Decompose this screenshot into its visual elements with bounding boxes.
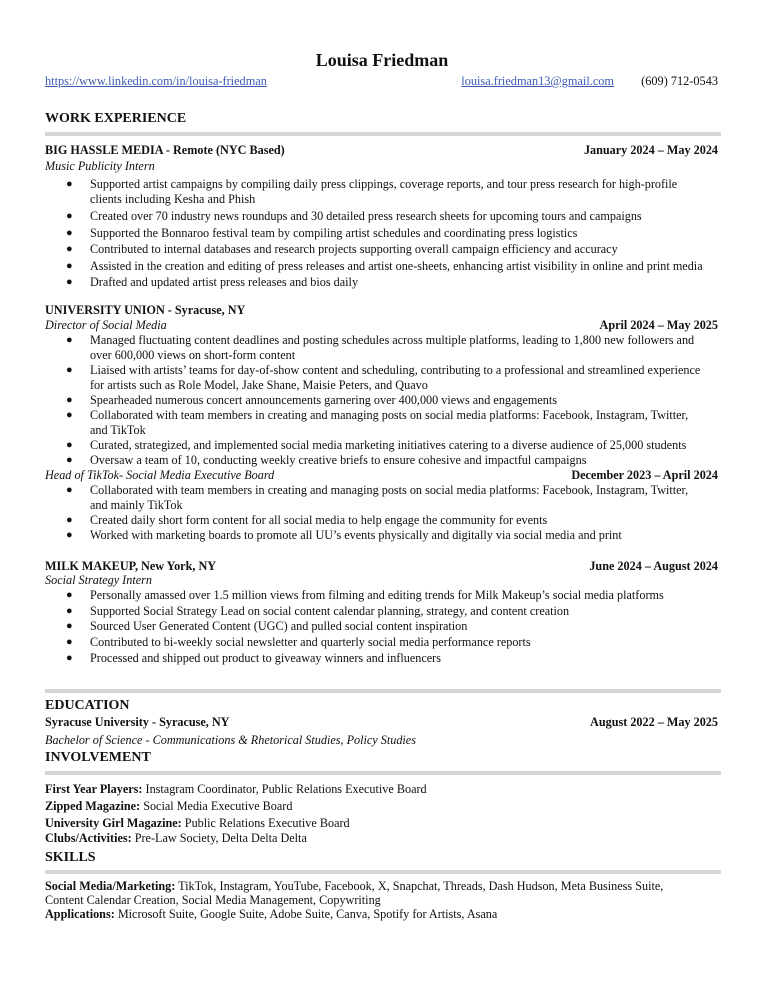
bullet-icon: ● bbox=[66, 589, 73, 601]
bullet-icon: ● bbox=[66, 636, 73, 648]
email-link[interactable]: louisa.friedman13@gmail.com bbox=[461, 74, 614, 88]
bullet-icon: ● bbox=[66, 243, 73, 255]
list-item-continuation: for artists such as Role Model, Jake Shane, Maisie Peters, and Quavo bbox=[90, 378, 428, 392]
involvement-item: Clubs/Activities: Pre-Law Society, Delta Delta Delta bbox=[45, 831, 307, 845]
job-role-row bbox=[45, 468, 718, 483]
involvement-item: University Girl Magazine: Public Relations Executive Board bbox=[45, 816, 350, 830]
bullet-icon: ● bbox=[66, 529, 73, 541]
bullet-icon: ● bbox=[66, 409, 73, 421]
section-heading-involvement: INVOLVEMENT bbox=[45, 750, 151, 765]
bullet-icon: ● bbox=[66, 484, 73, 496]
list-item-continuation: and TikTok bbox=[90, 423, 146, 437]
job-org: UNIVERSITY UNION - Syracuse, NY bbox=[45, 303, 246, 317]
list-item: ● Created daily short form content for all social media to help engage the community for events bbox=[66, 513, 548, 527]
involvement-item: Zipped Magazine: Social Media Executive Board bbox=[45, 799, 293, 813]
bullet-icon: ● bbox=[66, 620, 73, 632]
job-role: Music Publicity Intern bbox=[45, 159, 155, 173]
bullet-icon: ● bbox=[66, 439, 73, 451]
job-role: Director of Social Media bbox=[45, 318, 167, 332]
list-item-continuation: and mainly TikTok bbox=[90, 498, 183, 512]
bullet-icon: ● bbox=[66, 605, 73, 617]
list-item: ● Contributed to internal databases and research projects supporting overall campaign efficiency and accuracy bbox=[66, 242, 618, 256]
job-org: MILK MAKEUP, New York, NY bbox=[45, 559, 217, 573]
bullet-icon: ● bbox=[66, 178, 73, 190]
list-item: ● Curated, strategized, and implemented social media marketing initiatives catering to a diverse audience of 25,000 students bbox=[66, 438, 687, 452]
bullet-icon: ● bbox=[66, 260, 73, 272]
job-role: Head of TikTok- Social Media Executive Board bbox=[45, 468, 275, 482]
job-dates: January 2024 – May 2024 bbox=[583, 143, 718, 157]
section-heading-skills: SKILLS bbox=[45, 850, 96, 865]
section-divider bbox=[45, 771, 721, 775]
list-item: ● Managed fluctuating content deadlines and posting schedules across multiple platforms, leading to 1,800 new followers and bbox=[66, 333, 695, 347]
list-item: ● Sourced User Generated Content (UGC) and pulled social content inspiration bbox=[66, 619, 468, 633]
list-item: ● Supported the Bonnaroo festival team by compiling artist schedules and coordinating press logistics bbox=[66, 226, 578, 240]
job-dates: December 2023 – April 2024 bbox=[571, 468, 718, 482]
education-header bbox=[45, 715, 718, 730]
bullet-icon: ● bbox=[66, 652, 73, 664]
section-heading-education: EDUCATION bbox=[45, 698, 130, 713]
list-item: ● Supported artist campaigns by compiling daily press clippings, coverage reports, and tour press research for high-profile bbox=[66, 177, 678, 191]
list-item: ● Contributed to bi-weekly social newsletter and quarterly social media performance reports bbox=[66, 635, 531, 649]
skills-applications: Applications: Microsoft Suite, Google Suite, Adobe Suite, Canva, Spotify for Artists, Asana bbox=[45, 907, 498, 921]
bullet-icon: ● bbox=[66, 227, 73, 239]
bullet-icon: ● bbox=[66, 514, 73, 526]
list-item: ● Personally amassed over 1.5 million views from filming and editing trends for Milk Makeup’s social media platforms bbox=[66, 588, 664, 602]
phone-number: (609) 712-0543 bbox=[641, 74, 718, 88]
list-item: ● Collaborated with team members in creating and managing posts on social media platforms: Facebook, Instagram, Twitter, bbox=[66, 483, 689, 497]
candidate-name: Louisa Friedman bbox=[315, 50, 449, 70]
bullet-icon: ● bbox=[66, 334, 73, 346]
job-header bbox=[45, 143, 718, 158]
list-item: ● Processed and shipped out product to giveaway winners and influencers bbox=[66, 651, 441, 665]
job-org: BIG HASSLE MEDIA - Remote (NYC Based) bbox=[45, 143, 285, 157]
list-item: ● Supported Social Strategy Lead on social content calendar planning, strategy, and content creation bbox=[66, 604, 570, 618]
skills-social: Social Media/Marketing: TikTok, Instagram, YouTube, Facebook, X, Snapchat, Threads, Dash Hudson, Meta Business Suite, bbox=[45, 879, 664, 893]
list-item: ● Spearheaded numerous concert announcements garnering over 400,000 views and engagements bbox=[66, 393, 558, 407]
list-item: ● Liaised with artists’ teams for day-of-show content and scheduling, contributing to a professional and streamlined experience bbox=[66, 363, 701, 377]
bullet-icon: ● bbox=[66, 210, 73, 222]
job-dates: June 2024 – August 2024 bbox=[589, 559, 718, 573]
list-item: ● Collaborated with team members in creating and managing posts on social media platforms: Facebook, Instagram, Twitter, bbox=[66, 408, 689, 422]
bullet-icon: ● bbox=[66, 454, 73, 466]
list-item-continuation: over 600,000 views on short-form content bbox=[90, 348, 296, 362]
degree: Bachelor of Science - Communications & Rhetorical Studies, Policy Studies bbox=[45, 733, 416, 747]
section-heading-work: WORK EXPERIENCE bbox=[45, 111, 187, 126]
skills-social-continuation: Content Calendar Creation, Social Media Management, Copywriting bbox=[45, 893, 381, 907]
involvement-item: First Year Players: Instagram Coordinator, Public Relations Executive Board bbox=[45, 782, 427, 796]
bullet-icon: ● bbox=[66, 394, 73, 406]
contact-line bbox=[45, 74, 718, 90]
job-role: Social Strategy Intern bbox=[45, 573, 152, 587]
list-item: ● Assisted in the creation and editing of press releases and artist one-sheets, enhancing artist visibility in online and print media bbox=[66, 259, 703, 273]
job-header bbox=[45, 559, 718, 574]
section-divider bbox=[45, 132, 721, 136]
bullet-icon: ● bbox=[66, 276, 73, 288]
list-item: ● Drafted and updated artist press releases and bios daily bbox=[66, 275, 359, 289]
bullet-icon: ● bbox=[66, 364, 73, 376]
list-item: ● Worked with marketing boards to promote all UU’s events physically and digitally via social media and print bbox=[66, 528, 622, 542]
education-dates: August 2022 – May 2025 bbox=[590, 715, 718, 729]
job-role-row bbox=[45, 318, 718, 333]
list-item-continuation: clients including Kesha and Phish bbox=[90, 192, 256, 206]
section-divider bbox=[45, 870, 721, 874]
section-divider bbox=[45, 689, 721, 693]
list-item: ● Created over 70 industry news roundups and 30 detailed press research sheets for upcoming tours and campaigns bbox=[66, 209, 642, 223]
list-item: ● Oversaw a team of 10, conducting weekly creative briefs to ensure cohesive and impactful campaigns bbox=[66, 453, 587, 467]
job-dates: April 2024 – May 2025 bbox=[599, 318, 718, 332]
school-name: Syracuse University - Syracuse, NY bbox=[45, 715, 230, 729]
linkedin-link[interactable]: https://www.linkedin.com/in/louisa-friedman bbox=[45, 74, 267, 88]
